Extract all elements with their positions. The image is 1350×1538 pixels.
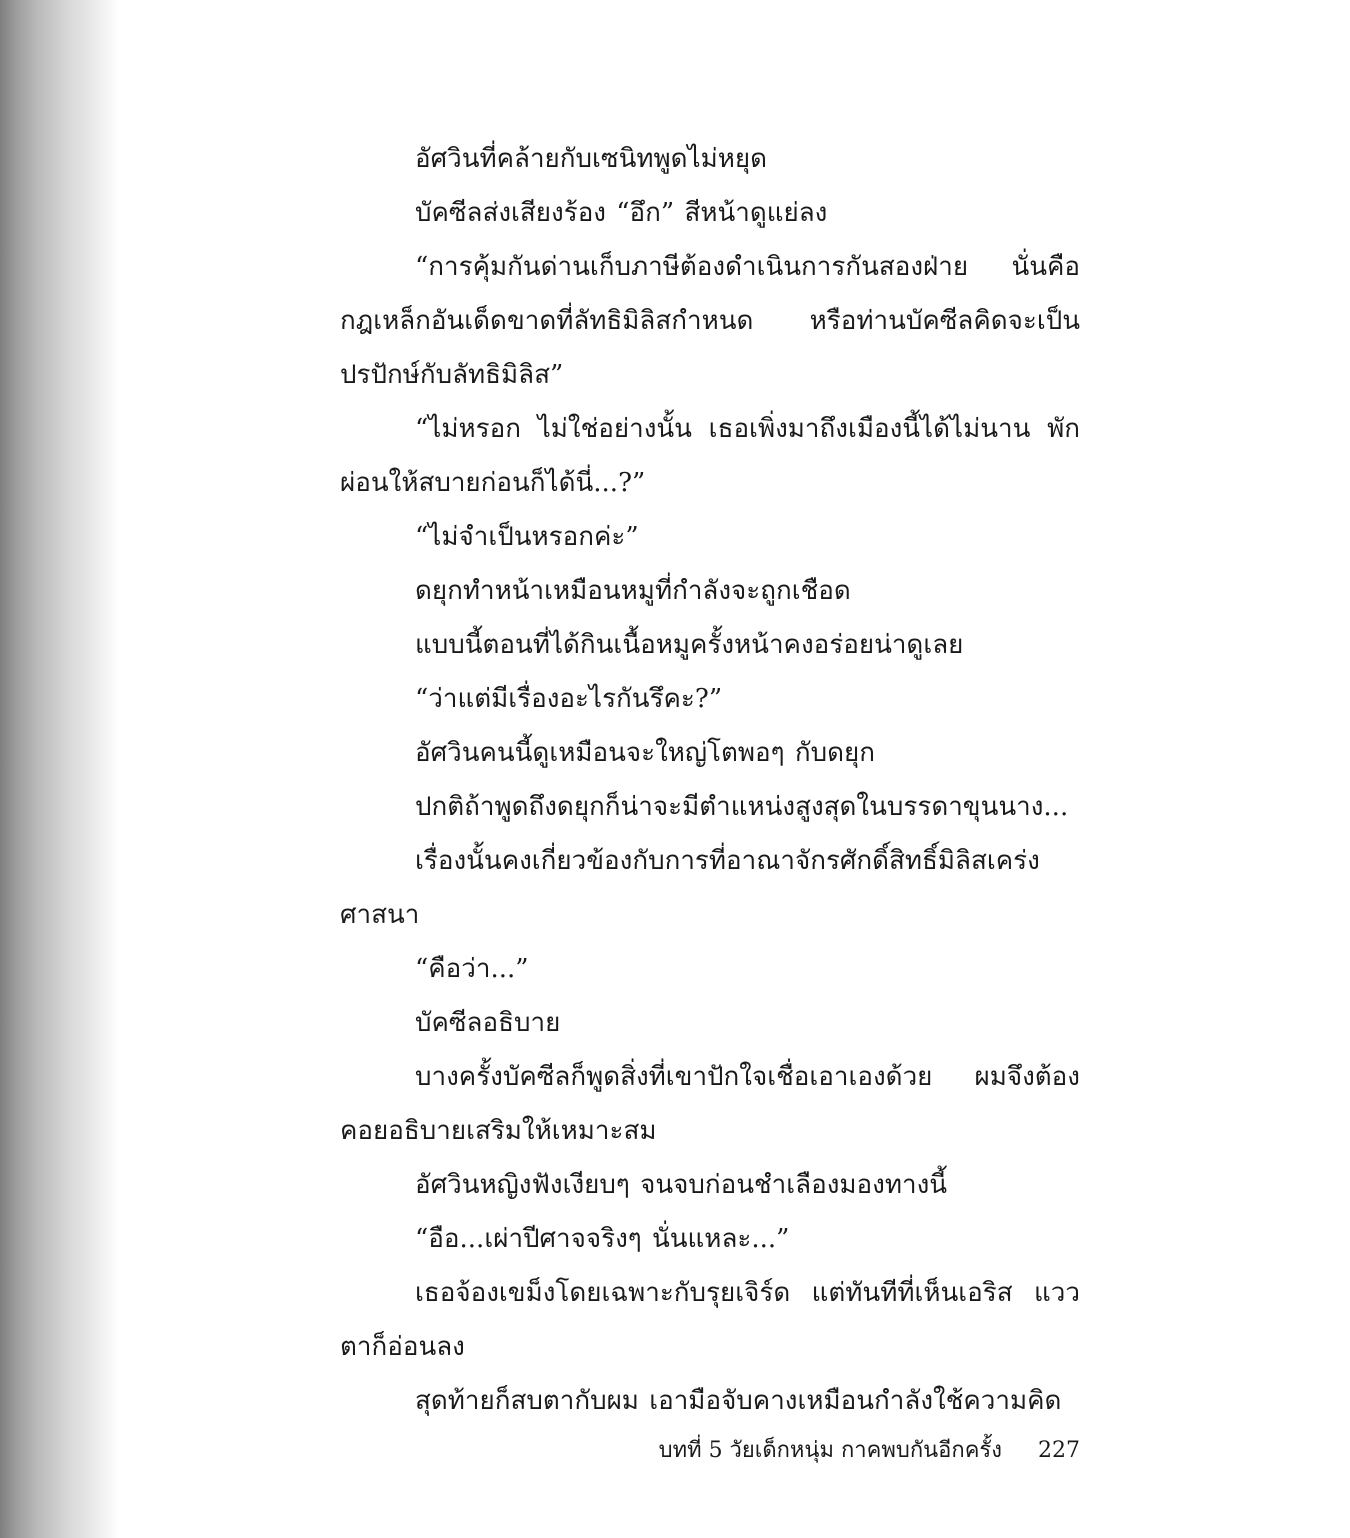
paragraph: แบบนี้ตอนที่ได้กินเนื้อหมูครั้งหน้าคงอร่อยน่าดูเลย — [415, 630, 964, 660]
paragraph: ดยุกทำหน้าเหมือนหมูที่กำลังจะถูกเชือด — [415, 576, 851, 606]
paragraph: อัศวินหญิงฟังเงียบๆ จนจบก่อนชำเลืองมองทางนี้ — [415, 1170, 948, 1200]
paragraph: บัคซีลส่งเสียงร้อง “อึก” สีหน้าดูแย่ลง — [415, 198, 828, 228]
body-text — [340, 132, 1080, 1428]
paragraph: “ว่าแต่มีเรื่องอะไรกันรึคะ?” — [415, 684, 723, 714]
paragraph: “ไม่จำเป็นหรอกค่ะ” — [415, 522, 639, 552]
paragraph: สุดท้ายก็สบตากับผม เอามือจับคางเหมือนกำลังใช้ความคิด — [415, 1386, 1062, 1416]
chapter-title: บทที่ 5 วัยเด็กหนุ่ม กาคพบกันอีกครั้ง — [658, 1438, 1002, 1463]
book-gutter-shadow — [0, 0, 120, 1538]
paragraph: เธอจ้องเขม็งโดยเฉพาะกับรุยเจิร์ด แต่ทันทีที่เห็นเอริส แววตาก็อ่อนลง — [340, 1278, 1080, 1362]
paragraph: อัศวินที่คล้ายกับเซนิทพูดไม่หยุด — [415, 144, 767, 174]
paragraph: เรื่องนั้นคงเกี่ยวข้องกับการที่อาณาจักรศักดิ์สิทธิ์มิลิสเคร่งศาสนา — [340, 846, 1040, 930]
paragraph: อัศวินคนนี้ดูเหมือนจะใหญ่โตพอๆ กับดยุก — [415, 738, 875, 768]
paragraph: “การคุ้มกันด่านเก็บภาษีต้องดำเนินการกันสองฝ่าย นั่นคือกฎเหล็กอันเด็ดขาดที่ลัทธิมิลิสกำหนด หรือท่านบัคซีลคิดจะเป็นปรปักษ์กับลัทธิมิลิส” — [340, 252, 1080, 390]
page-footer — [340, 1432, 1080, 1467]
paragraph: “ไม่หรอก ไม่ใช่อย่างนั้น เธอเพิ่งมาถึงเมืองนี้ได้ไม่นาน พักผ่อนให้สบายก่อนก็ได้นี่...?” — [340, 414, 1080, 498]
paragraph: “คือว่า...” — [415, 954, 529, 984]
paragraph: บัคซีลอธิบาย — [415, 1008, 561, 1038]
paragraph: “อือ...เผ่าปีศาจจริงๆ นั่นแหละ...” — [415, 1224, 790, 1254]
paragraph: ปกติถ้าพูดถึงดยุกก็น่าจะมีตำแหน่งสูงสุดในบรรดาขุนนาง... — [415, 792, 1069, 822]
page-number: 227 — [1038, 1438, 1080, 1463]
paragraph: บางครั้งบัคซีลก็พูดสิ่งที่เขาปักใจเชื่อเอาเองด้วย ผมจึงต้องคอยอธิบายเสริมให้เหมาะสม — [340, 1062, 1080, 1146]
